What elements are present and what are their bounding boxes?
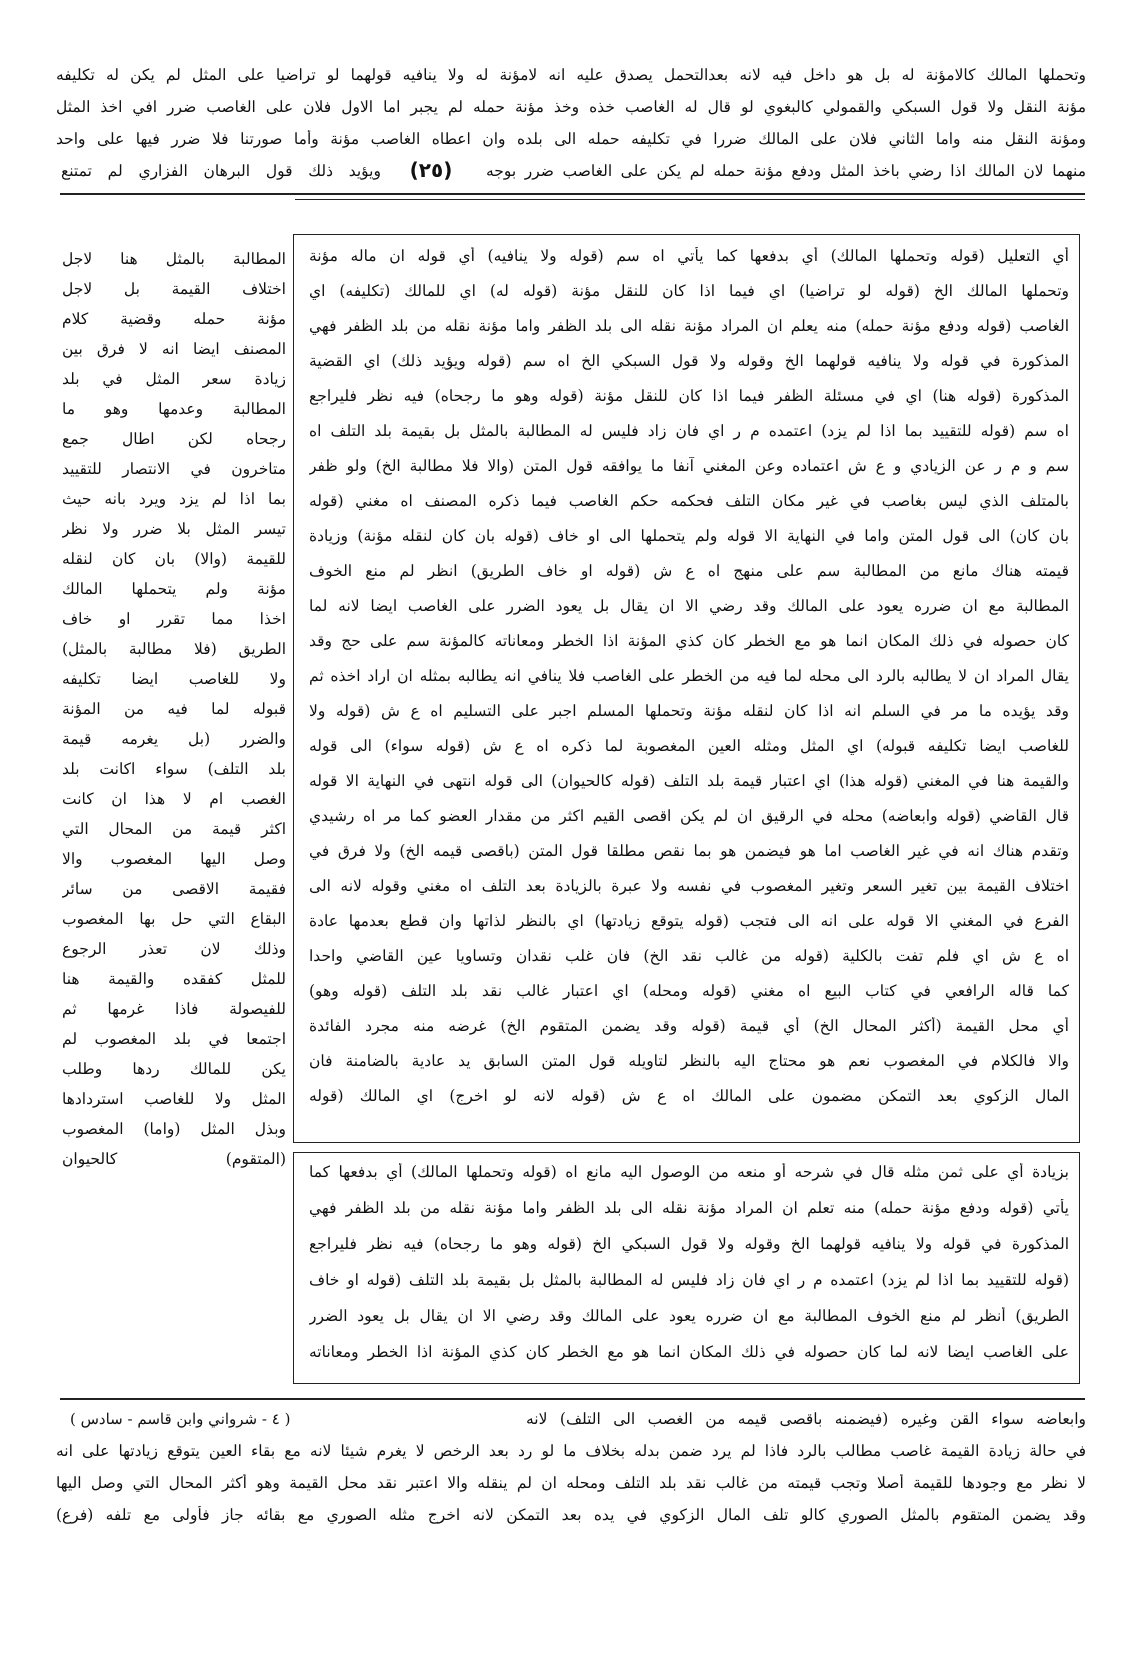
side-line: للقيمة (والا) بان كان لنقله <box>62 550 286 568</box>
main-line: أي التعليل (قوله وتحملها المالك) أي بدفعها كما يأتي اه سم (قوله ولا ينافيه) أي قوله ان ماله مؤنة <box>309 247 1069 265</box>
main-line: الفرع في المغني الا قوله على انه الى فتجب (قوله يتوقع زيادتها) اي بالنظر لذاتها وان قطع بعدمها عادة <box>309 912 1069 930</box>
side-line: اكثر قيمة من المحال التي <box>62 820 286 838</box>
side-line: المثل ولا للغاصب استردادها <box>62 1090 286 1108</box>
side-line: المطالبة بالمثل هنا لاجل <box>62 250 286 268</box>
main-line: كما قاله الرافعي في كتاب البيع اه مغني (قوله ومحله) اي اعتبار غالب نقد بلد التلف (قوله وهو) <box>309 982 1069 1000</box>
page-number: (٢٥) <box>409 158 453 182</box>
side-line: وذلك لان تعذر الرجوع <box>62 940 286 958</box>
sub-line: بزيادة أي على ثمن مثله قال في شرحه أو منعه من الوصول اليه مانع اه (قوله وتحملها المالك) أي بدفعها كما <box>309 1163 1069 1181</box>
main-line: يقال المراد ان لا يطالبه بالرد الى محله لما فيه من الخطر على الغاصب فلا ينافي انه يطالبه بمثله ان اراد اخذه ثم <box>309 667 1069 685</box>
secondary-commentary-box <box>293 1152 1080 1384</box>
main-line: سم و م ر عن الزيادي و ع ش اعتماده وعن المغني آنفا ما يوافقه قول المتن (والا فلا مطالبة الخ) ولو ظفر <box>309 457 1069 475</box>
side-line: والضرر (بل يغرمه قيمة <box>62 730 286 748</box>
main-line: أي محل القيمة (أكثر المحال الخ) أي قيمة (قوله وقد يضمن المتقوم الخ) غرضه منه مجرد الفائدة <box>309 1017 1069 1035</box>
header-line-2: مؤنة النقل ولا قول السبكي والقمولي كالبغوي لو قال له الغاصب خذه وخذ مؤنة حمله لم يجبر اما الاول فلان على الغاصب ضرر افي اخذ المثل <box>56 98 1086 116</box>
main-line: المطالبة مع ان ضرره يعود على المالك وقد رضي الا ان يقال بل يعود الضرر على الغاصب ايضا لانه لما <box>309 597 1069 615</box>
sub-line: (قوله للتقييد بما اذا لم يزد) اعتمده م ر اي فان زاد فليس له المطالبة بالمثل بل بقيمة بلد التلف (قوله او خاف <box>309 1271 1069 1289</box>
main-line: وتحملها المالك الخ (قوله لو تراضيا) اي فيما اذا كان للنقل مؤنة (قوله له) اي للمالك (تكليفه) اي <box>309 282 1069 300</box>
side-line: للفيصولة فاذا غرمها ثم <box>62 1000 286 1018</box>
main-line: المذكورة (قوله هنا) اي في مسئلة الظفر فيما اذا كان للنقل مؤنة (قوله وهو ما رجحاه) فيه نظر فليراجع <box>309 387 1069 405</box>
side-line: البقاع التي حل بها المغصوب <box>62 910 286 928</box>
main-line: للغاصب ايضا تكليفه قبوله) اي المثل ومثله العين المغصوبة لما ذكره اه ع ش (قوله سواء) الى قوله <box>309 737 1069 755</box>
top-rule-thin <box>295 199 1085 200</box>
side-line: الغصب ام لا هذا ان كانت <box>62 790 286 808</box>
header-line-5: ويؤيد ذلك قول البرهان الفزاري لم تمتنع <box>61 162 381 180</box>
main-line: اه سم (قوله للتقييد بما اذا لم يزد) اعتمده م ر اي فان زاد فليس له المطالبة بالمثل بل بقيمة بلد التلف اه <box>309 422 1069 440</box>
side-line: (المتقوم) كالحيوان <box>62 1150 286 1168</box>
bottom-rule <box>60 1398 1085 1400</box>
main-line: الغاصب (قوله ودفع مؤنة حمله) منه يعلم ان المراد مؤنة نقله الى بلد الظفر واما مؤنة نقله من بلد الظفر فهي <box>309 317 1069 335</box>
main-line: المال الزكوي بعد التمكن مضمون على المالك اه ع ش (قوله لانه لو اخرج) اي المالك (قوله <box>309 1087 1069 1105</box>
side-line: مؤنة حمله وقضية كلام <box>62 310 286 328</box>
side-line: متاخرون في الانتصار للتقييد <box>62 460 286 478</box>
sub-line: يأتي (قوله ودفع مؤنة حمله) منه تعلم ان المراد مؤنة نقله الى بلد الظفر واما مؤنة نقله من بلد الظفر فهي <box>309 1199 1069 1217</box>
side-line: للمثل كفقده والقيمة هنا <box>62 970 286 988</box>
main-line: وقد يؤيده ما مر في السلم انه اذا كان لنقله مؤنة وتحملها المسلم اجبر على التسليم اه ع ش (قوله ولا <box>309 702 1069 720</box>
footer-line: وقد يضمن المتقوم بالمثل الصوري كالو تلف المال الزكوي في يده بعد التمكن لانه اخرج مثله الصوري مع بقائه جاز فأولى مع تلفه (فرع) <box>56 1506 1086 1524</box>
main-line: والقيمة هنا في المغني (قوله هذا) اي اعتبار قيمة بلد التلف (قوله كالحيوان) الى قوله انتهى في النهاية الا قوله <box>309 772 1069 790</box>
header-line-1: وتحملها المالك كالامؤنة له بل هو داخل فيه لانه بعدالتحمل يصدق عليه انه لامؤنة له ولا ينافيه قولهما لو تراضيا على المثل لم يكن له تكليفه <box>56 66 1086 84</box>
side-line: اجتمعا في بلد المغصوب لم <box>62 1030 286 1048</box>
main-line: قال القاضي (قوله وابعاضه) محله في الرقيق ان لم يكن اقصى القيم اكثر من مقدار العضو كما مر اه رشيدي <box>309 807 1069 825</box>
side-line: اختلاف القيمة بل لاجل <box>62 280 286 298</box>
footer-ref-continuation: وابعاضه سواء القن وغيره (فيضمنه باقصى قيمه من الغصب الى التلف) لانه <box>526 1410 1086 1428</box>
side-line: زيادة سعر المثل في بلد <box>62 370 286 388</box>
side-line: قبوله لما فيه من المؤنة <box>62 700 286 718</box>
side-line: تيسر المثل بلا ضرر ولا نظر <box>62 520 286 538</box>
main-line: كان حصوله في ذلك المكان انما هو مع الخطر كان كذي المؤنة اذا الخطر ومعاناته كالمؤنة سم على حج وقد <box>309 632 1069 650</box>
main-line: اختلاف القيمة بين تغير السعر وتغير المغصوب في نفسه ولا عبرة بالزيادة بعد التلف اه مغني وقوله لانه الى <box>309 877 1069 895</box>
main-line: بالمتلف الذي ليس بغاصب في غير مكان التلف فحكمه حكم الغاصب فيما ذكره المصنف اه مغني (قوله <box>309 492 1069 510</box>
side-line: المطالبة وعدمها وهو ما <box>62 400 286 418</box>
main-line: المذكورة في قوله ولا ينافيه قولهما الخ وقوله ولا قول السبكي الخ اه سم (قوله ويؤيد ذلك) اي القضية <box>309 352 1069 370</box>
side-line: المصنف ايضا انه لا فرق بين <box>62 340 286 358</box>
main-line: اه ع ش اي فلم تفت بالكلية (قوله من غالب نقد الخ) فان غلب نقدان وتساويا عين القاضي واحدا <box>309 947 1069 965</box>
side-line: ولا للغاصب ايضا تكليفه <box>62 670 286 688</box>
side-line: بما اذا لم يزد ويرد بانه حيث <box>62 490 286 508</box>
side-line: يكن للمالك ردها وطلب <box>62 1060 286 1078</box>
main-line: قيمته هناك مانع من المطالبة سم على منهج اه ع ش (قوله او خاف الطريق) انظر لم منع الخوف <box>309 562 1069 580</box>
side-line: فقيمة الاقصى من سائر <box>62 880 286 898</box>
header-line-3: ومؤنة النقل منه واما الثاني فلان على المالك ضررا في تكليفه حمله الى بلده وان اعطاه الغاصب مؤنة وأما صورتنا فلا ضرر فيها على واحد <box>56 130 1086 148</box>
side-line: بلد التلف) سواء اكانت بلد <box>62 760 286 778</box>
footer-line: في حالة زيادة القيمة غاصب مطالب بالرد فاذا لم يرد ضمن بدله بخلاف ما لو رد بعد الرخص لا يغرم شيئا لانه مع بقاء العين يتوقع زيادتها على انه <box>56 1442 1086 1460</box>
main-commentary-box <box>293 234 1080 1143</box>
header-line-4: منهما لان المالك اذا رضي باخذ المثل ودفع مؤنة حمله لم يكن على الغاصب ضرر بوجه <box>486 162 1086 180</box>
side-line: وصل اليها المغصوب والا <box>62 850 286 868</box>
main-line: وتقدم هناك انه في غير الغاصب اما هو فيضمن هو بما نقص مطلقا قول المتن (باقصى قيمه الخ) ولا فرق في <box>309 842 1069 860</box>
sub-line: على الغاصب ايضا لانه لما كان حصوله في ذلك المكان انما هو مع الخطر كان كذي المؤنة اذا الخطر ومعاناته <box>309 1343 1069 1361</box>
side-line: رجحاه لكن اطال جمع <box>62 430 286 448</box>
footer-line: لا نظر مع وجودها للقيمة أصلا وتجب قيمته من غالب نقد بلد التلف ومحله ان لم ينقله والا اعتبر نقد محل القيمة وهو أكثر المحال التي وصل اليها <box>56 1474 1086 1492</box>
side-line: اخذا مما تقرر او خاف <box>62 610 286 628</box>
sub-line: الطريق) أنظر لم منع الخوف المطالبة مع ان ضرره يعود على المالك وقد رضي الا ان يقال بل يعود الضرر <box>309 1307 1069 1325</box>
sub-line: المذكورة في قوله ولا ينافيه قولهما الخ وقوله ولا قول السبكي الخ (قوله وهو ما رجحاه) فيه نظر فليراجع <box>309 1235 1069 1253</box>
top-rule <box>60 193 1085 195</box>
main-line: والا فالكلام في المغصوب نعم هو محتاج اليه بالنظر لتاويله قول المتن السابق يد عادية بالضامنة فان <box>309 1052 1069 1070</box>
side-line: الطريق (فلا مطالبة بالمثل) <box>62 640 286 658</box>
side-line: وبذل المثل (واما) المغصوب <box>62 1120 286 1138</box>
footer-reference: ( ٤ - شرواني وابن قاسم - سادس ) <box>70 1410 291 1428</box>
main-line: بان كان) الى قول المتن واما في النهاية الا قوله ولم يتحملها الى او خاف (قوله بان كان لنقله مؤنة) وزيادة <box>309 527 1069 545</box>
side-line: مؤنة ولم يتحملها المالك <box>62 580 286 598</box>
